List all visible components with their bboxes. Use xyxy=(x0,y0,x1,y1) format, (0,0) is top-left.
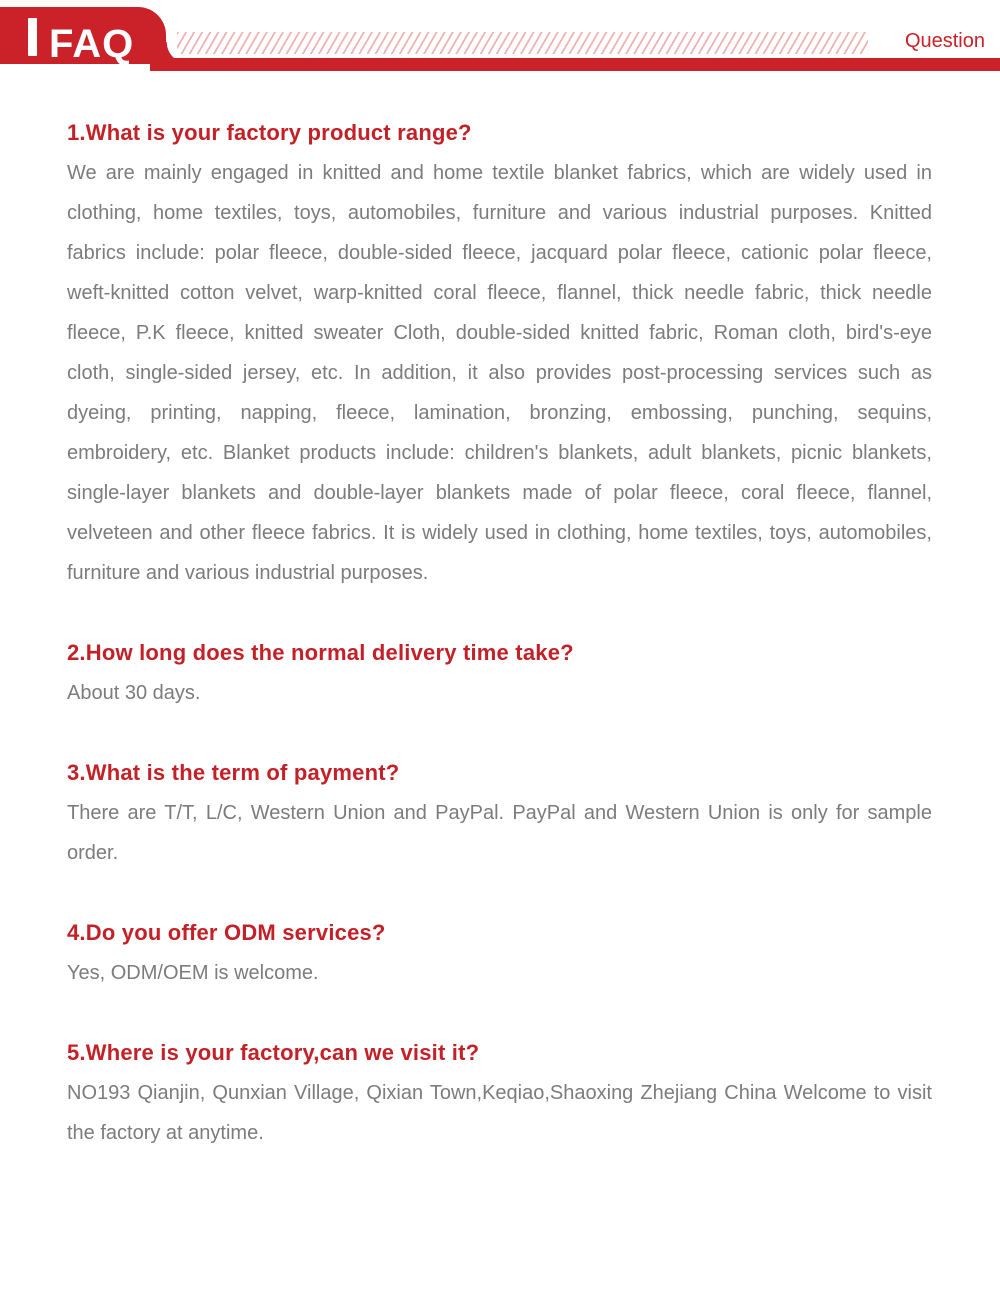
faq-item-2 xyxy=(67,633,932,713)
faq-item-1 xyxy=(67,113,932,593)
faq-answer-3: There are T/T, L/C, Western Union and PayPal. PayPal and Western Union is only for sample order. xyxy=(67,802,932,864)
header-underline-bar xyxy=(150,58,1000,71)
faq-answer-4: Yes, ODM/OEM is welcome. xyxy=(67,962,319,984)
faq-item-5 xyxy=(67,1033,932,1153)
faq-question-2: 2.How long does the normal delivery time take? xyxy=(67,640,574,665)
faq-banner-title: FAQ xyxy=(49,22,135,66)
faq-question-4: 4.Do you offer ODM services? xyxy=(67,920,386,945)
faq-banner xyxy=(0,7,166,64)
faq-header xyxy=(0,0,1000,74)
faq-answer-2: About 30 days. xyxy=(67,682,201,704)
diagonal-hatch-pattern xyxy=(177,32,868,54)
question-label: Question xyxy=(904,30,985,52)
faq-item-4 xyxy=(67,913,932,993)
faq-answer-1: We are mainly engaged in knitted and home textile blanket fabrics, which are widely used in clothing, home textiles, toys, automobiles, furniture and various industrial purposes. Knitted fabrics include: polar fleece, double-sided fleece, jacquard polar fleece, cationic polar fleece, weft-knitted cotton velvet, warp-knitted coral fleece, flannel, thick needle fabric, thick needle fleece, P.K fleece, knitted sweater Cloth, double-sided knitted fabric, Roman cloth, bird's-eye cloth, single-sided jersey, etc. In addition, it also provides post-processing services such as dyeing, printing, napping, fleece, lamination, bronzing, embossing, punching, sequins, embroidery, etc. Blanket products include: children's blankets, adult blankets, picnic blankets, single-layer blankets and double-layer blankets made of polar fleece, coral fleece, flannel, velveteen and other fleece fabrics. It is widely used in clothing, home textiles, toys, automobiles, furniture and various industrial purposes. xyxy=(67,162,932,584)
faq-answer-5: NO193 Qianjin, Qunxian Village, Qixian Town,Keqiao,Shaoxing Zhejiang China Welcome to visit the factory at anytime. xyxy=(67,1082,932,1144)
faq-question-5: 5.Where is your factory,can we visit it? xyxy=(67,1040,480,1065)
faq-question-1: 1.What is your factory product range? xyxy=(67,120,472,145)
faq-question-3: 3.What is the term of payment? xyxy=(67,760,400,785)
banner-tick-bar xyxy=(28,18,37,56)
faq-content xyxy=(0,74,1000,1153)
faq-item-3 xyxy=(67,753,932,873)
